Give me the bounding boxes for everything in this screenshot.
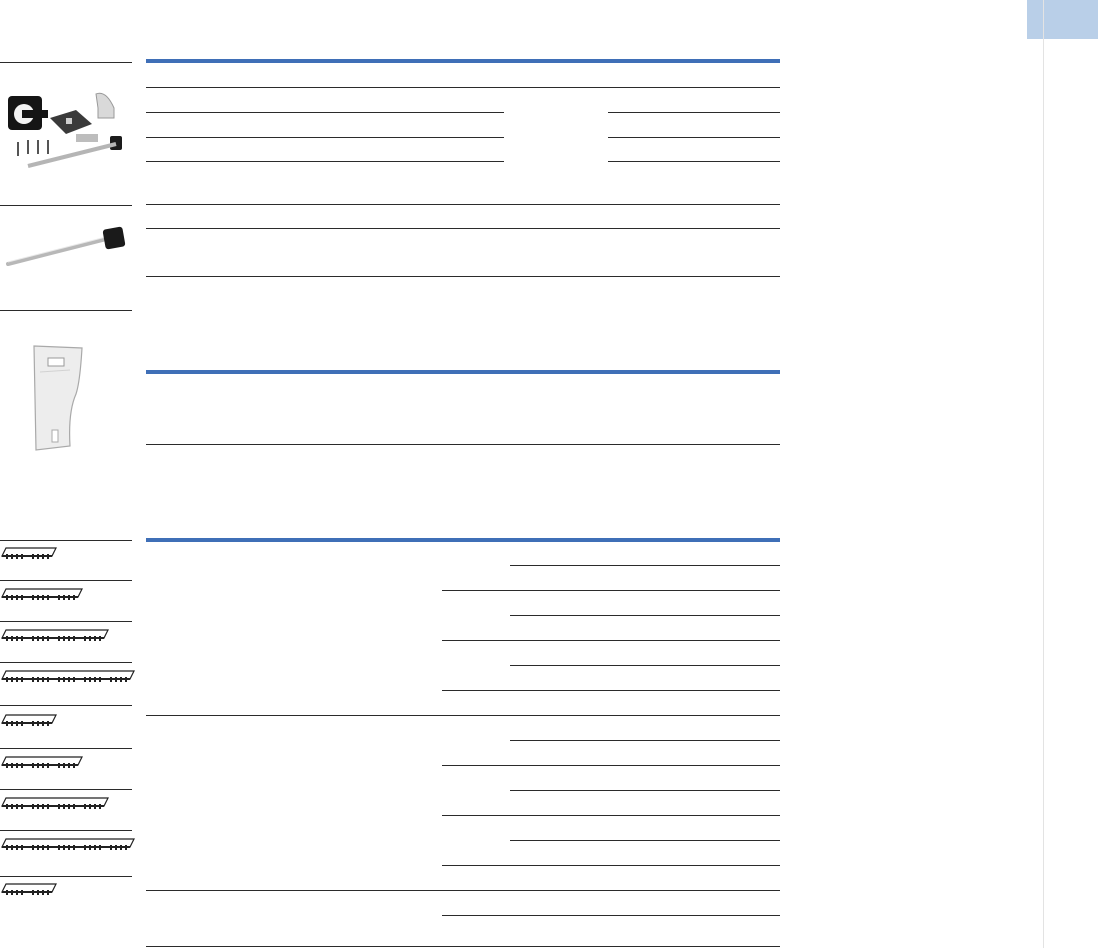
- busbar-3-pole-icon: [2, 548, 56, 559]
- table-group-rule: [146, 715, 780, 716]
- busbar-4-pole-icon: [2, 589, 82, 600]
- table-row-rule: [442, 915, 780, 916]
- busbar-6-pole-icon: [2, 671, 134, 682]
- table-group-rule: [146, 890, 780, 891]
- table-row-rule: [510, 840, 780, 841]
- busbar-3-pole-icon: [2, 715, 56, 726]
- page-gutter-line: [1043, 0, 1044, 948]
- table-row-rule: [146, 137, 504, 138]
- table-row-rule: [442, 765, 780, 766]
- section-tab-marker: [1027, 0, 1098, 39]
- table-row-rule: [146, 444, 780, 445]
- table-row-rule: [442, 690, 780, 691]
- busbar-4-pole-icon: [2, 757, 82, 768]
- table-row-rule: [146, 228, 780, 229]
- table-row-rule: [442, 865, 780, 866]
- busbar-5-pole-icon: [2, 630, 108, 641]
- table-row-rule: [442, 640, 780, 641]
- table-row-rule: [442, 590, 780, 591]
- table-top-rule: [146, 59, 780, 63]
- busbar-5-pole-icon: [2, 798, 108, 809]
- table-row-rule: [146, 276, 780, 277]
- busbar-icon-column: [0, 0, 140, 948]
- table-row-rule: [442, 815, 780, 816]
- busbar-6-pole-icon: [2, 839, 134, 850]
- table-row-rule: [608, 137, 780, 138]
- table-row-rule: [510, 565, 780, 566]
- table-header-rule: [146, 87, 780, 88]
- table-bottom-rule: [146, 946, 780, 947]
- table-row-rule: [146, 204, 780, 205]
- busbar-3-pole-icon: [2, 884, 56, 895]
- table-row-rule: [608, 112, 780, 113]
- table-top-rule: [146, 370, 780, 374]
- table-row-rule: [608, 161, 780, 162]
- table-row-rule: [510, 665, 780, 666]
- table-top-rule: [146, 538, 780, 542]
- table-row-rule: [510, 615, 780, 616]
- table-row-rule: [510, 790, 780, 791]
- table-row-rule: [510, 740, 780, 741]
- table-row-rule: [146, 161, 504, 162]
- table-row-rule: [146, 112, 504, 113]
